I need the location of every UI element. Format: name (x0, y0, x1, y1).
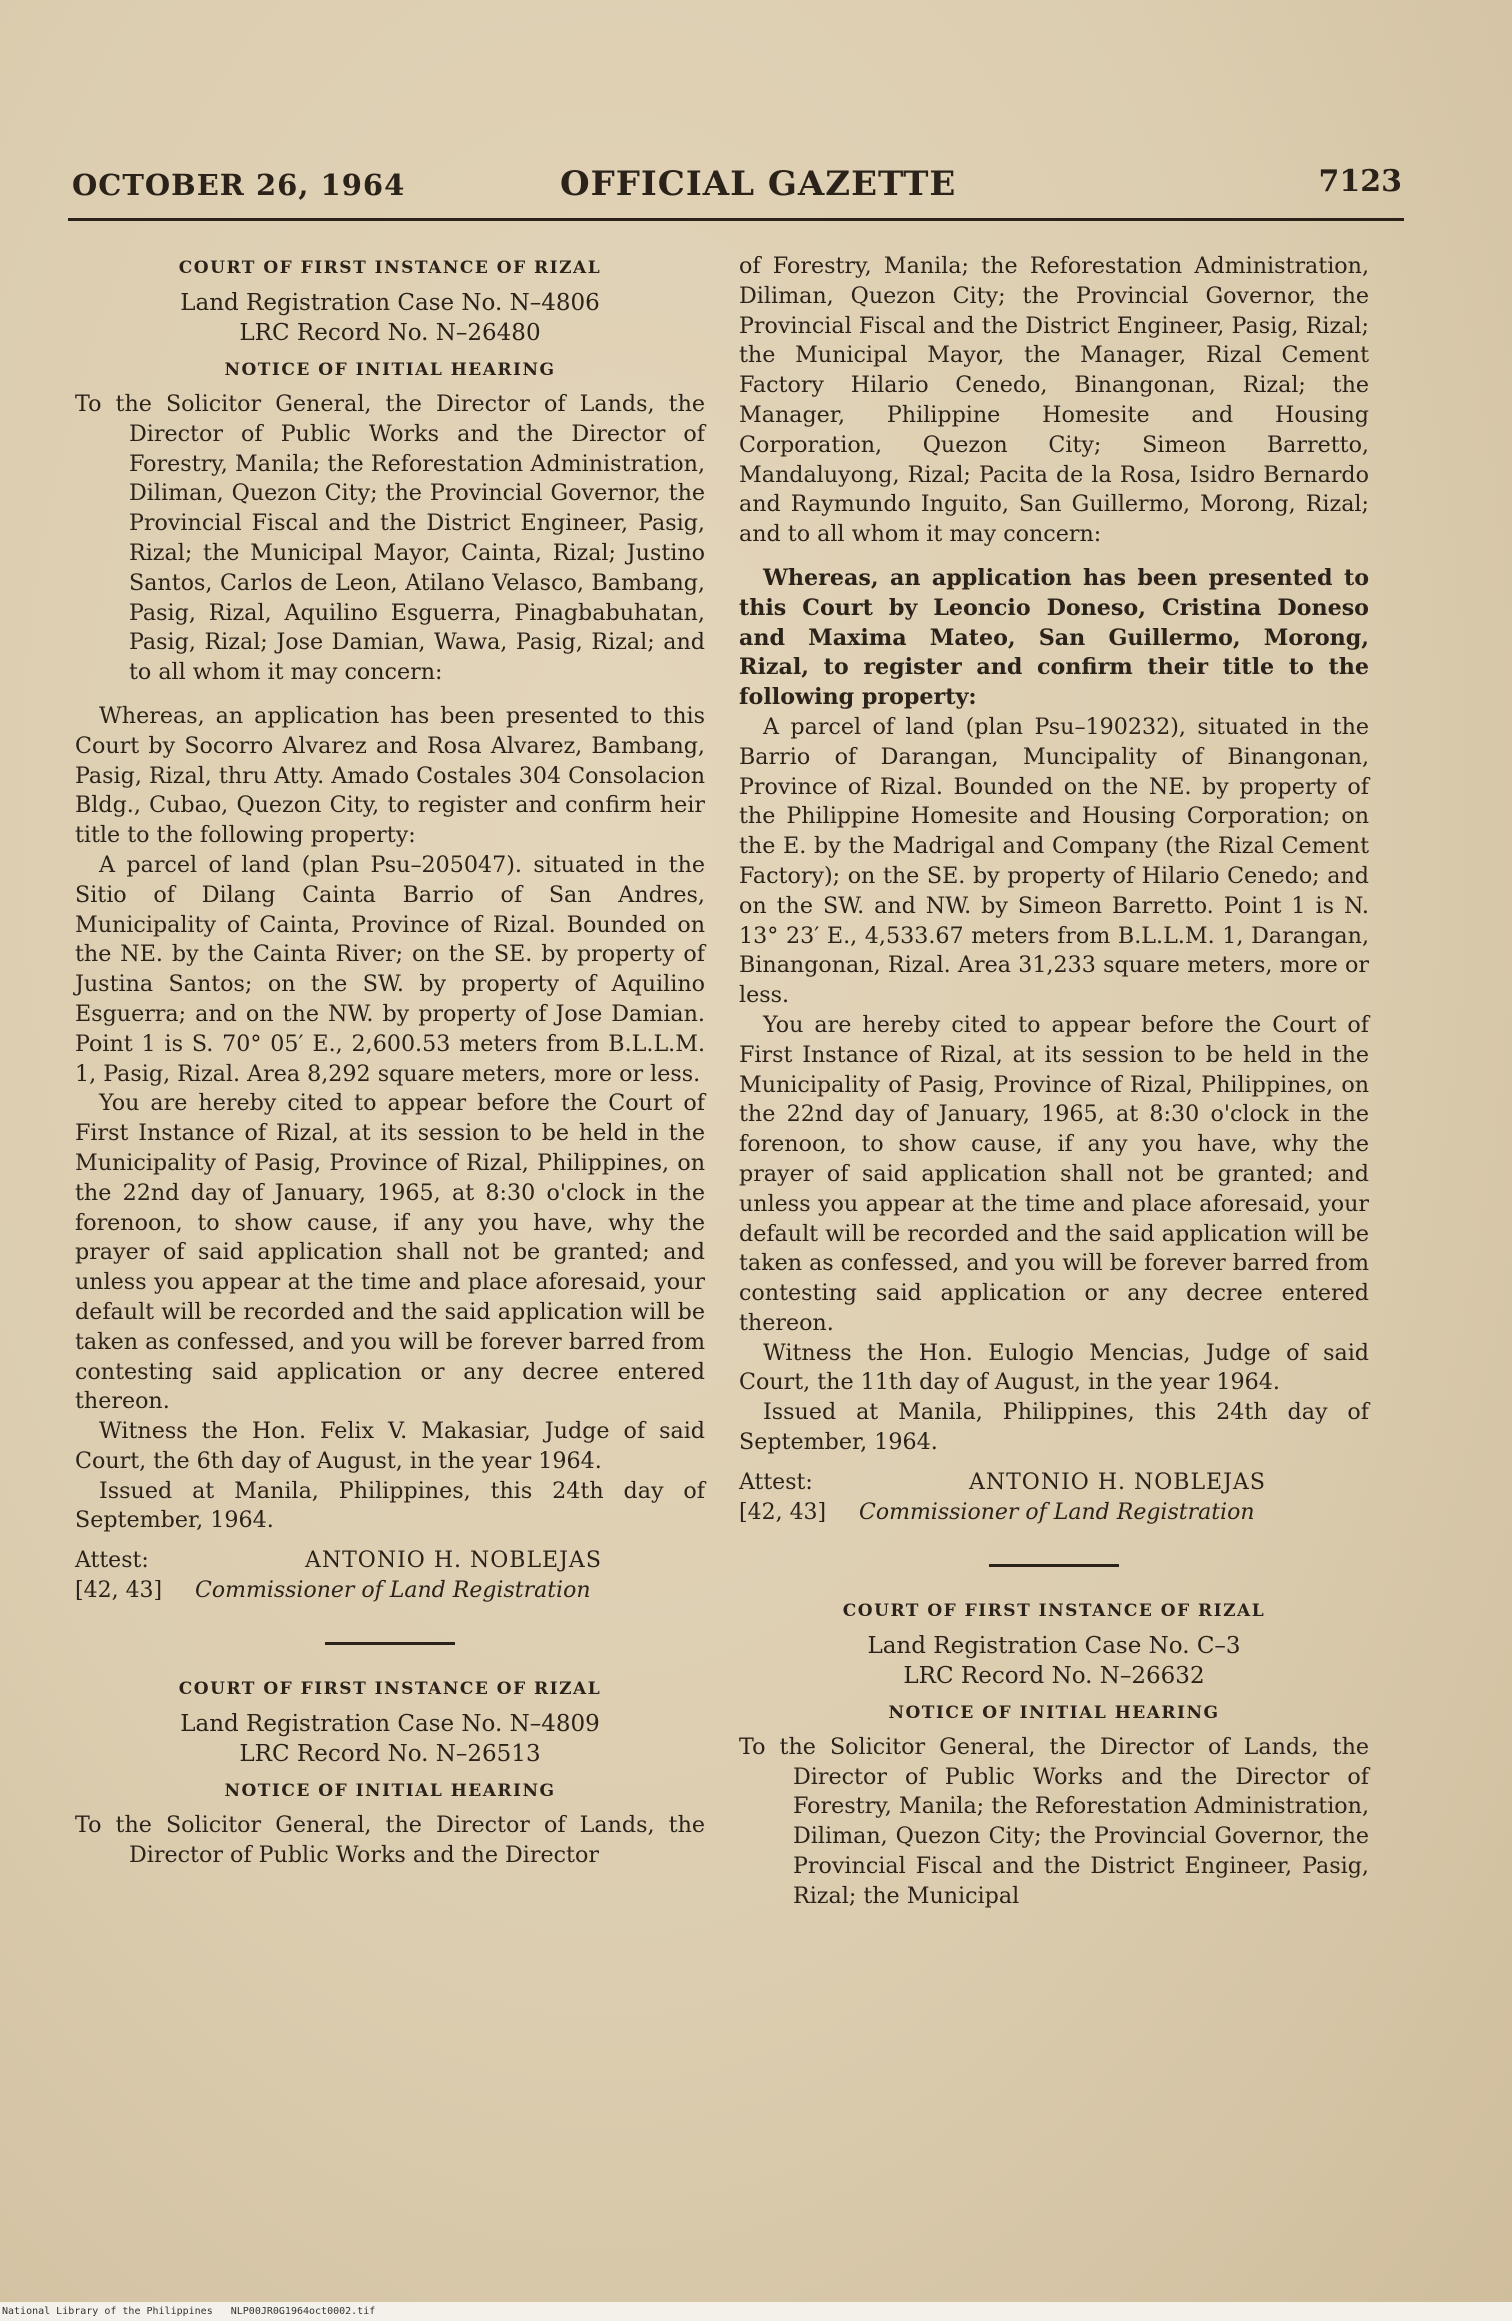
record-number: LRC Record No. N–26632 (903, 1662, 1205, 1689)
attest-label: Attest: (739, 1469, 813, 1495)
court-heading: COURT OF FIRST INSTANCE OF RIZAL (178, 1679, 602, 1700)
attestation (75, 1546, 705, 1606)
attest-reference: [42, 43] (739, 1499, 827, 1525)
publication-title: OFFICIAL GAZETTE (560, 164, 957, 204)
citation-paragraph: You are hereby cited to appear before the Court of First Instance of Rizal, at its session to be held in the Municipality of Pasig, Province of Rizal, Philippines, on the 22nd day of January, 1965, at 8:30 o'clock in the forenoon, to show cause, if any you have, why the prayer of said application shall not be granted; and unless you appear at the time and place aforesaid, your default will be recorded and the said application will be taken as confessed, and you will be forever barred from contesting said application or any decree entered thereon. (739, 1011, 1369, 1336)
notice-n4806 (75, 258, 705, 1606)
attest-role: Commissioner of Land Registration (859, 1499, 1255, 1525)
court-heading: COURT OF FIRST INSTANCE OF RIZAL (842, 1600, 1266, 1621)
attest-label: Attest: (75, 1548, 149, 1574)
notice-heading: NOTICE OF INITIAL HEARING (224, 360, 556, 380)
court-heading: COURT OF FIRST INSTANCE OF RIZAL (178, 258, 602, 278)
case-number: Land Registration Case No. N–4809 (180, 1711, 600, 1738)
attest-role: Commissioner of Land Registration (195, 1578, 591, 1604)
notice-n4809-continued (739, 252, 1369, 1528)
attest-name: ANTONIO H. NOBLEJAS (305, 1548, 602, 1574)
witness-paragraph: Witness the Hon. Felix V. Makasiar, Judge of said Court, the 6th day of August, in the year 1964. (75, 1418, 705, 1474)
property-description: A parcel of land (plan Psu–190232), situated in the Barrio of Darangan, Muncipality of Binangonan, Province of Rizal. Bounded on the NE. by property of the Philippine Homesite and Housing Corporation; on the E. by the Madrigal and Company (the Rizal Cement Factory); on the SE. by property of Hilario Cenedo; and on the SW. and NW. by Simeon Barretto. Point 1 is N. 13° 23′ E., 4,533.67 meters from B.L.L.M. 1, Darangan, Binangonan, Rizal. Area 31,233 square meters, more or less. (739, 713, 1369, 1009)
witness-paragraph: Witness the Hon. Eulogio Mencias, Judge of said Court, the 11th day of August, in the year 1964. (739, 1339, 1369, 1396)
notice-n4809 (75, 1679, 705, 1871)
issue-date: OCTOBER 26, 1964 (72, 168, 406, 202)
section-divider (989, 1564, 1119, 1567)
attest-reference: [42, 43] (75, 1578, 163, 1604)
case-number: Land Registration Case No. C–3 (867, 1632, 1241, 1659)
attestation (739, 1468, 1369, 1528)
notice-heading: NOTICE OF INITIAL HEARING (888, 1702, 1220, 1723)
page-number: 7123 (1318, 164, 1402, 199)
application-paragraph: Whereas, an application has been presented to this Court by Socorro Alvarez and Rosa Alvarez, Bambang, Pasig, Rizal, thru Atty. Amado Costales 304 Consolacion Bldg., Cubao, Quezon City, to register and confirm heir title to the following property: (75, 702, 705, 849)
attest-name: ANTONIO H. NOBLEJAS (969, 1469, 1266, 1495)
record-number: LRC Record No. N–26513 (239, 1741, 541, 1768)
notice-addressees: To the Solicitor General, the Director of Lands, the Director of Public Works and the Director of Forestry, Manila; the Reforestation Administration, Diliman, Quezon City; the Provincial Governor, the Provincial Fiscal and the District Engineer, Pasig, Rizal; the Municipal (739, 1733, 1369, 1909)
application-paragraph: Whereas, an application has been presented to this Court by Leoncio Doneso, Cristina Doneso and Maxima Mateo, San Guillermo, Morong, Rizal, to register and confirm their title to the following property: (739, 564, 1369, 711)
left-column (75, 252, 705, 1883)
notice-addressees: To the Solicitor General, the Director of Lands, the Director of Public Works and the Director of Forestry, Manila; the Reforestation Administration, Diliman, Quezon City; the Provincial Governor, the Provincial Fiscal and the District Engineer, Pasig, Rizal; the Municipal Mayor, Cainta, Rizal; Justino Santos, Carlos de Leon, Atilano Velasco, Bambang, Pasig, Rizal, Aquilino Esguerra, Pinagbabuhatan, Pasig, Rizal; Jose Damian, Wawa, Pasig, Rizal; and to all whom it may concern: (75, 391, 705, 686)
notice-addressees: To the Solicitor General, the Director of Lands, the Director of Public Works and the Director (75, 1812, 705, 1869)
header-rule (68, 218, 1404, 221)
library-credit: National Library of the Philippines (2, 2306, 213, 2317)
notice-heading: NOTICE OF INITIAL HEARING (224, 1781, 556, 1802)
page-header (72, 164, 1402, 212)
record-number: LRC Record No. N–26480 (239, 320, 541, 346)
notice-c3 (739, 1601, 1369, 1912)
issued-paragraph: Issued at Manila, Philippines, this 24th day of September, 1964. (739, 1399, 1369, 1456)
notice-addressees-continued: of Forestry, Manila; the Reforestation Administration, Diliman, Quezon City; the Provincial Governor, the Provincial Fiscal and the District Engineer, Pasig, Rizal; the Municipal Mayor, the Manager, Rizal Cement Factory Hilario Cenedo, Binangonan, Rizal; the Manager, Philippine Homesite and Housing Corporation, Quezon City; Simeon Barretto, Mandaluyong, Rizal; Pacita de la Rosa, Isidro Bernardo and Raymundo Inguito, San Guillermo, Morong, Rizal; and to all whom it may concern: (739, 253, 1369, 548)
scan-filename: NLP00JR0G1964oct0002.tif (230, 2306, 376, 2317)
right-column (739, 252, 1369, 1924)
scan-footer (0, 2302, 1512, 2321)
case-number: Land Registration Case No. N–4806 (180, 290, 600, 316)
issued-paragraph: Issued at Manila, Philippines, this 24th day of September, 1964. (75, 1477, 705, 1534)
citation-paragraph: You are hereby cited to appear before the Court of First Instance of Rizal, at its session to be held in the Municipality of Pasig, Province of Rizal, Philippines, on the 22nd day of January, 1965, at 8:30 o'clock in the forenoon, to show cause, if any you have, why the prayer of said application shall not be granted; and unless you appear at the time and place aforesaid, your default will be recorded and the said application will be taken as confessed, and you will be forever barred from contesting said application or any decree entered thereon. (75, 1090, 705, 1415)
property-description: A parcel of land (plan Psu–205047). situated in the Sitio of Dilang Cainta Barrio of San Andres, Municipality of Cainta, Province of Rizal. Bounded on the NE. by the Cainta River; on the SE. by property of Justina Santos; on the SW. by property of Aquilino Esguerra; and on the NW. by property of Jose Damian. Point 1 is S. 70° 05′ E., 2,600.53 meters from B.L.L.M. 1, Pasig, Rizal. Area 8,292 square meters, more or less. (75, 851, 705, 1087)
section-divider (325, 1642, 455, 1645)
